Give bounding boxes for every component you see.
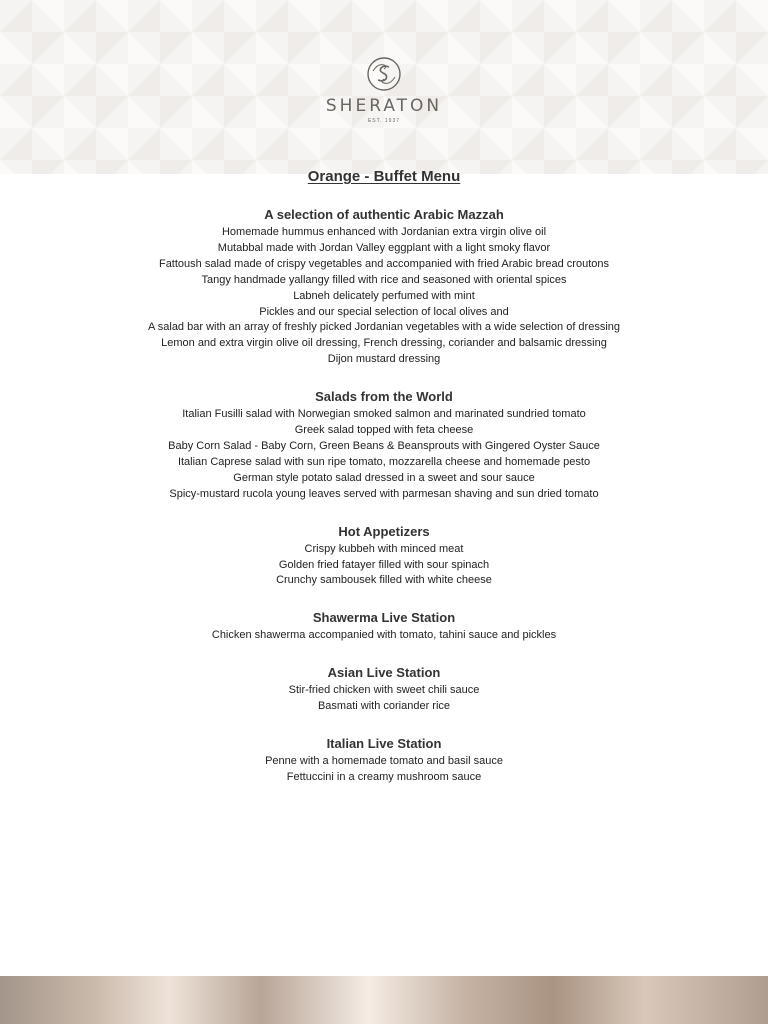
menu-section: [0, 665, 768, 715]
menu-item: Chicken shawerma accompanied with tomato, tahini sauce and pickles: [211, 629, 557, 642]
section-title: Asian Live Station: [327, 665, 441, 681]
menu-item: Tangy handmade yallangy filled with rice and seasoned with oriental spices: [201, 273, 567, 286]
sheraton-logo-icon: [364, 54, 404, 94]
menu-item: Penne with a homemade tomato and basil sauce: [265, 755, 503, 768]
brand-name: SHERATON: [325, 96, 443, 116]
section-title: A selection of authentic Arabic Mazzah: [264, 207, 504, 222]
section-title: Salads from the World: [315, 389, 453, 405]
menu-item: Basmati with coriander rice: [317, 700, 451, 713]
menu-section: [0, 207, 768, 368]
menu-section: [0, 524, 768, 590]
menu-item: Greek salad topped with feta cheese: [294, 424, 474, 437]
menu-item: Spicy-mustard rucola young leaves served with parmesan shaving and sun dried tomato: [169, 487, 599, 500]
section-title: Hot Appetizers: [338, 523, 430, 539]
menu-item: Fettuccini in a creamy mushroom sauce: [286, 770, 482, 783]
menu-item: German style potato salad dressed in a sweet and sour sauce: [233, 471, 535, 484]
menu-item: Italian Caprese salad with sun ripe tomato, mozzarella cheese and homemade pesto: [177, 455, 591, 468]
menu-item: Homemade hummus enhanced with Jordanian extra virgin olive oil: [221, 226, 547, 238]
menu-sections: [0, 207, 768, 786]
menu-item: Mutabbal made with Jordan Valley eggplant with a light smoky flavor: [217, 241, 551, 254]
menu-item: Crispy kubbeh with minced meat: [304, 542, 464, 555]
brand-logo: [0, 54, 768, 124]
menu-item: A salad bar with an array of freshly picked Jordanian vegetables with a wide selection of dressing: [147, 321, 621, 334]
menu-item: Labneh delicately perfumed with mint: [293, 289, 475, 302]
section-title: Shawerma Live Station: [312, 610, 456, 626]
menu-item: Baby Corn Salad - Baby Corn, Green Beans & Beansprouts with Gingered Oyster Sauce: [168, 439, 600, 452]
menu-content: [0, 168, 768, 786]
menu-section: [0, 389, 768, 502]
menu-item: Dijon mustard dressing: [327, 353, 441, 366]
menu-item: Golden fried fatayer filled with sour spinach: [278, 558, 490, 571]
menu-item: Lemon and extra virgin olive oil dressing, French dressing, coriander and balsamic dressing: [161, 337, 607, 350]
menu-title: Orange - Buffet Menu: [307, 168, 461, 185]
menu-item: Crunchy sambousek filled with white cheese: [276, 574, 492, 587]
section-title: Italian Live Station: [326, 736, 442, 752]
menu-item: Pickles and our special selection of local olives and: [259, 305, 509, 318]
menu-section: [0, 736, 768, 786]
menu-item: Fattoush salad made of crispy vegetables and accompanied with fried Arabic bread croutons: [158, 257, 610, 270]
menu-item: Italian Fusilli salad with Norwegian smoked salmon and marinated sundried tomato: [182, 408, 586, 421]
menu-item: Stir-fried chicken with sweet chili sauce: [288, 684, 480, 697]
brand-established: EST. 1937: [367, 118, 401, 124]
footer-band: [0, 976, 768, 1024]
menu-section: [0, 610, 768, 644]
